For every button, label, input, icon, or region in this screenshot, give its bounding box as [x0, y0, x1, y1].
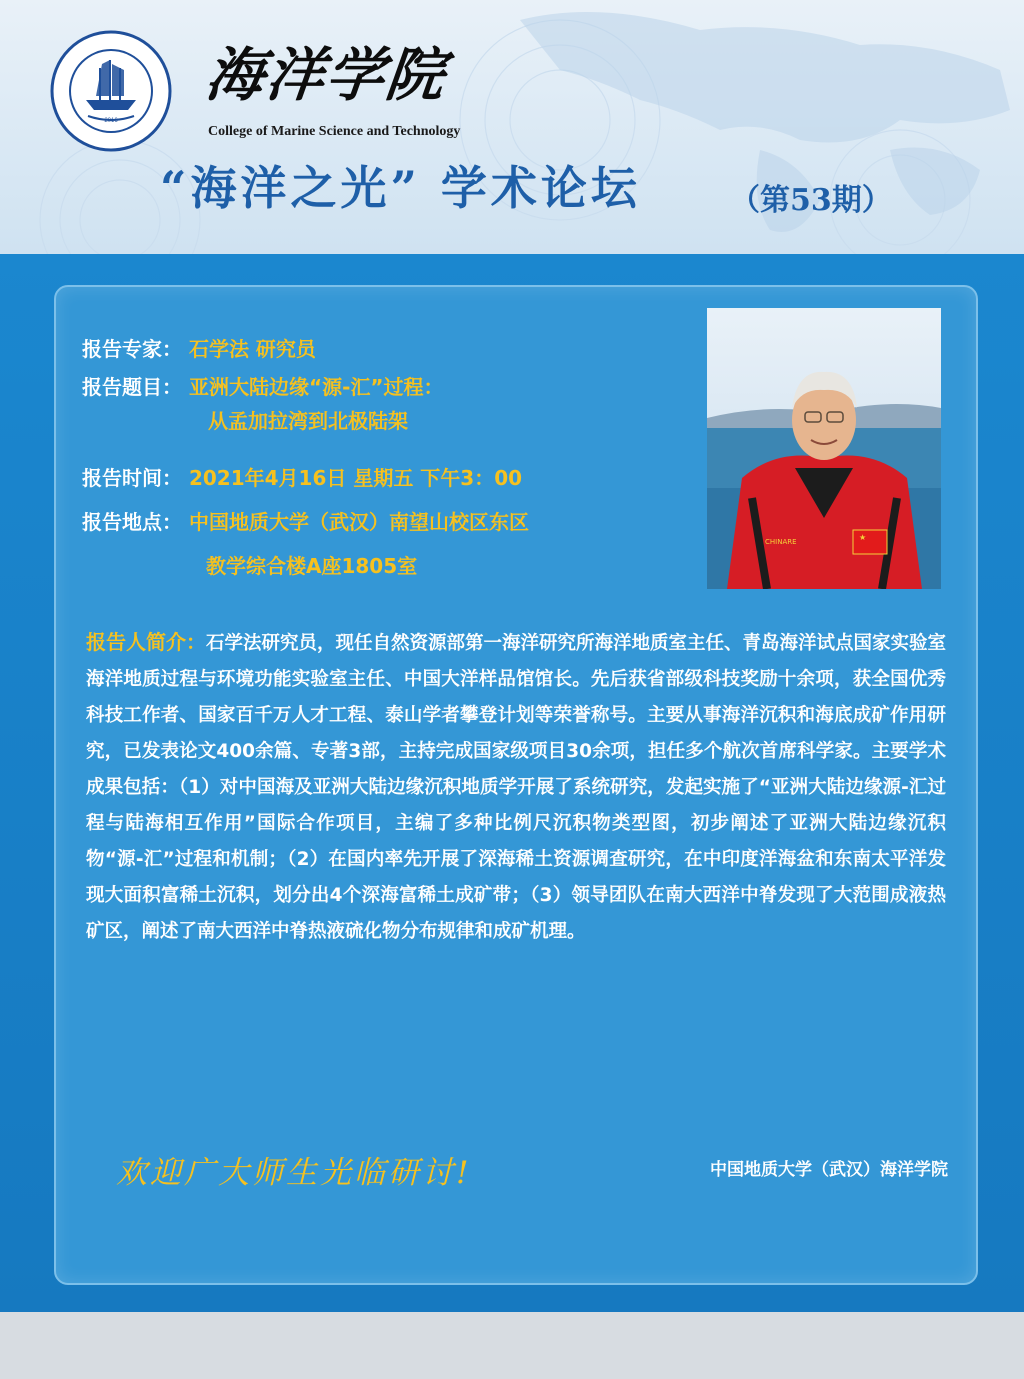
main-panel: [0, 254, 1024, 1312]
poster-header: [0, 0, 1024, 254]
svg-text:CHINARE: CHINARE: [765, 538, 797, 546]
time-row: [82, 468, 522, 488]
info-card: [54, 285, 978, 1285]
time-label: 报告时间：: [82, 466, 182, 490]
time-value: 2021年4月16日 星期五 下午3：00: [188, 466, 523, 490]
speaker-bio: [86, 624, 946, 950]
topic-line2: 从孟加拉湾到北极陆架: [208, 409, 408, 433]
college-name-en: College of Marine Science and Technology: [208, 124, 461, 139]
topic-line1: 亚洲大陆边缘“源-汇”过程：: [188, 375, 444, 399]
forum-title: “海洋之光” 学术论坛: [160, 161, 641, 215]
bottom-strip: [0, 1312, 1024, 1379]
speaker-name: 石学法 研究员: [188, 337, 316, 361]
speaker-photo: [707, 308, 941, 589]
bio-text: 石学法研究员，现任自然资源部第一海洋研究所海洋地质室主任、青岛海洋试点国家实验室海洋地质过程与环境功能实验室主任、中国大洋样品馆馆长。先后获省部级科技奖励十余项，获全国优秀科技工作者、国家百千万人才工程、泰山学者攀登计划等荣誉称号。主要从事海洋沉积和海底成矿作用研究，已发表论文400余篇、专著3部，主持完成国家级项目30余项，担任多个航次首席科学家。主要学术成果包括：（1）对中国海及亚洲大陆边缘沉积地质学开展了系统研究，发起实施了“亚洲大陆边缘源-汇过程与陆海相互作用”国际合作项目，主编了多种比例尺沉积物类型图，初步阐述了亚洲大陆边缘沉积物“源-汇”过程和机制；（2）在国内率先开展了深海稀土资源调查研究，在中印度洋海盆和东南太平洋发现大面积富稀土沉积，划分出4个深海富稀土成矿带；（3）领导团队在南大西洋中脊发现了大范围成液热矿区，阐述了南大西洋中脊热液硫化物分布规律和成矿机理。: [86, 633, 947, 942]
speaker-label: 报告专家：: [82, 337, 182, 361]
welcome-message: 欢迎广大师生光临研讨!: [116, 1155, 472, 1191]
place-row: [82, 512, 529, 532]
topic-label: 报告题目：: [82, 375, 182, 399]
college-logo: [50, 30, 172, 152]
place-line2: 教学综合楼A座1805室: [206, 554, 418, 578]
topic-row: [82, 377, 444, 397]
college-name-cn: 海洋学院: [202, 41, 450, 109]
forum-issue: （第53期）: [730, 183, 892, 218]
place-label: 报告地点：: [82, 510, 182, 534]
svg-text:2016: 2016: [104, 118, 118, 124]
svg-text:★: ★: [859, 533, 867, 542]
bio-label: 报告人简介：: [86, 630, 206, 654]
place-line1: 中国地质大学（武汉）南望山校区东区: [188, 510, 529, 534]
speaker-row: [82, 339, 316, 359]
organizer-name: 中国地质大学（武汉）海洋学院: [710, 1160, 948, 1180]
